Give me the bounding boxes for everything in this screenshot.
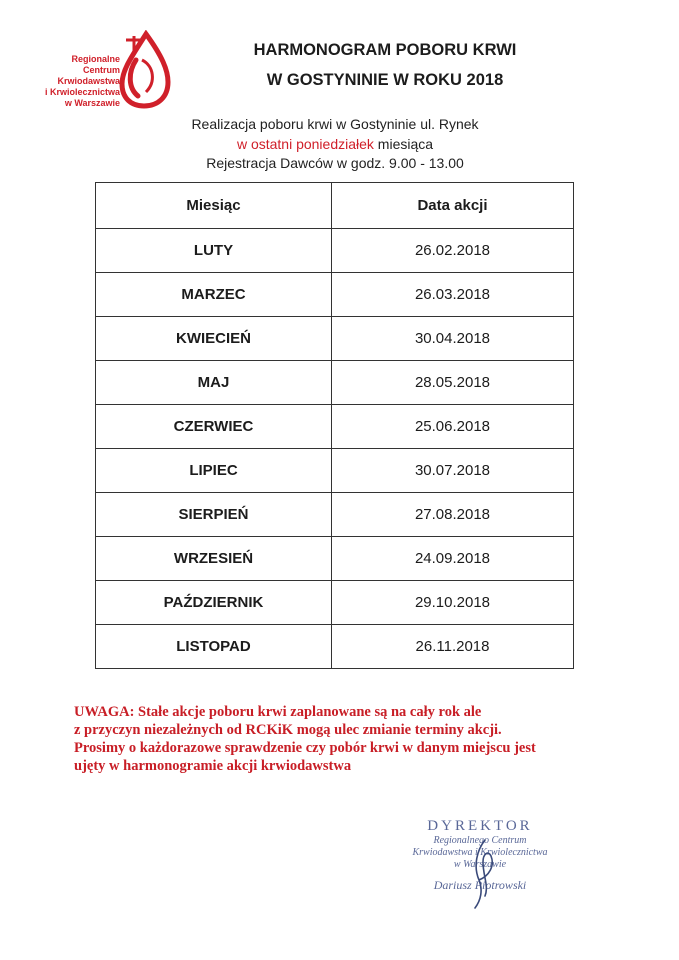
date-cell: 24.09.2018 xyxy=(332,537,574,581)
handwritten-signature xyxy=(455,836,515,912)
date-cell: 27.08.2018 xyxy=(332,493,574,537)
date-cell: 29.10.2018 xyxy=(332,581,574,625)
schedule-rule-highlight: w ostatni poniedziałek xyxy=(236,136,374,152)
table-row xyxy=(96,449,574,493)
date-cell: 30.07.2018 xyxy=(332,449,574,493)
stamp-line: w Warszawie xyxy=(453,859,507,870)
logo-line: Centrum xyxy=(82,65,120,75)
date-cell: 26.03.2018 xyxy=(332,273,574,317)
table-row xyxy=(96,229,574,273)
warning-note-line: Prosimy o każdorazowe sprawdzenie czy pobór krwi w danym miejscu jest xyxy=(74,740,536,756)
logo-line: Krwiodawstwa xyxy=(57,76,120,86)
month-cell: KWIECIEŃ xyxy=(96,317,332,361)
stamp-title: DYREKTOR xyxy=(427,818,533,834)
column-header-date: Data akcji xyxy=(332,183,574,229)
blood-drop-emblem-icon xyxy=(112,30,172,110)
registration-hours: Rejestracja Dawców w godz. 9.00 - 13.00 xyxy=(206,155,464,171)
warning-note xyxy=(74,703,634,775)
logo-line: Regionalne xyxy=(71,54,120,64)
table-row xyxy=(96,537,574,581)
month-cell: WRZESIEŃ xyxy=(96,537,332,581)
page-title-line-2: W GOSTYNINIE W ROKU 2018 xyxy=(266,71,504,89)
page-title-line-1: HARMONOGRAM POBORU KRWI xyxy=(253,41,517,59)
warning-note-line: z przyczyn niezależnych od RCKiK mogą ulec zmianie terminy akcji. xyxy=(74,722,502,738)
logo-text xyxy=(8,54,120,109)
warning-note-line: UWAGA: Stałe akcje poboru krwi zaplanowane są na cały rok ale xyxy=(74,704,482,720)
table-row xyxy=(96,317,574,361)
table-row xyxy=(96,493,574,537)
month-cell: CZERWIEC xyxy=(96,405,332,449)
logo-line: i Krwiolecznictwa xyxy=(44,87,120,97)
stamp-line: Regionalnego Centrum xyxy=(433,835,527,846)
table-row xyxy=(96,581,574,625)
schedule-rule xyxy=(150,136,520,152)
column-header-month: Miesiąc xyxy=(96,183,332,229)
month-cell: LISTOPAD xyxy=(96,625,332,669)
table-row xyxy=(96,361,574,405)
month-cell: MARZEC xyxy=(96,273,332,317)
logo-line: w Warszawie xyxy=(64,98,120,108)
month-cell: LUTY xyxy=(96,229,332,273)
rckik-logo xyxy=(8,30,173,120)
month-cell: MAJ xyxy=(96,361,332,405)
date-cell: 30.04.2018 xyxy=(332,317,574,361)
month-cell: LIPIEC xyxy=(96,449,332,493)
stamp-line: Krwiodawstwa i Krwiolecznictwa xyxy=(412,847,548,858)
table-row xyxy=(96,405,574,449)
date-cell: 25.06.2018 xyxy=(332,405,574,449)
location-info: Realizacja poboru krwi w Gostyninie ul. Rynek xyxy=(191,116,479,132)
stamp-name: Dariusz Piotrowski xyxy=(433,878,527,892)
date-cell: 26.02.2018 xyxy=(332,229,574,273)
table-row xyxy=(96,273,574,317)
date-cell: 28.05.2018 xyxy=(332,361,574,405)
table-row xyxy=(96,625,574,669)
warning-note-line: ujęty w harmonogramie akcji krwiodawstwa xyxy=(74,758,352,774)
month-cell: SIERPIEŃ xyxy=(96,493,332,537)
table-header-row xyxy=(96,183,574,229)
schedule-rule-rest: miesiąca xyxy=(373,136,434,152)
month-cell: PAŹDZIERNIK xyxy=(96,581,332,625)
date-cell: 26.11.2018 xyxy=(332,625,574,669)
schedule-table xyxy=(95,182,574,669)
